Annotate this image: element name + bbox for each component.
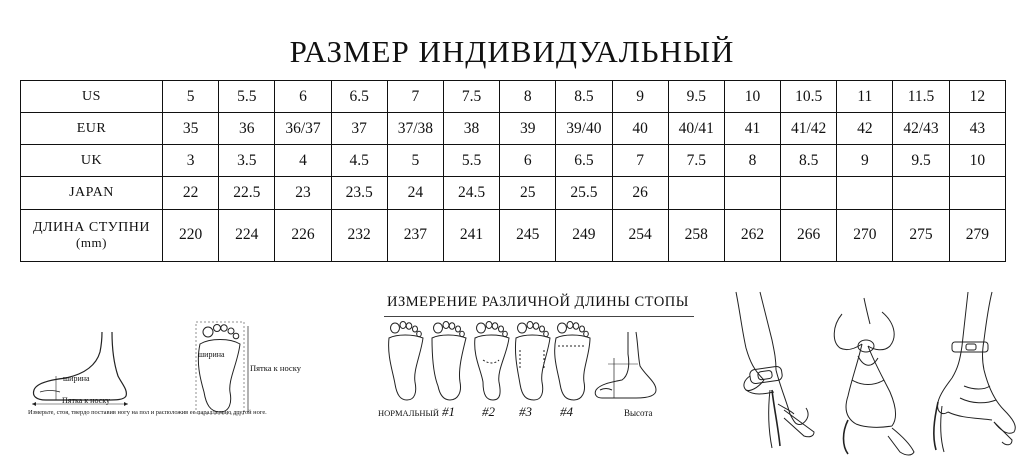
size-cell: [781, 177, 837, 209]
size-cell: [668, 177, 724, 209]
size-table: [20, 80, 1006, 262]
size-cell: [724, 177, 780, 209]
size-cell: 38: [443, 113, 499, 145]
size-cell: 254: [612, 209, 668, 262]
size-row-label: [21, 209, 163, 262]
row-sublabel-text: (mm): [76, 235, 107, 251]
size-cell: [893, 177, 949, 209]
size-cell: 9: [837, 145, 893, 177]
size-cell: 241: [443, 209, 499, 262]
size-cell: 7: [612, 145, 668, 177]
size-cell: 6: [500, 145, 556, 177]
foot-type-4-icon: [552, 320, 592, 402]
size-cell: 8.5: [556, 81, 612, 113]
size-cell: 43: [949, 113, 1005, 145]
label-height: Высота: [624, 408, 653, 418]
size-cell: 11.5: [893, 81, 949, 113]
size-row-label: [21, 145, 163, 177]
size-cell: 35: [163, 113, 219, 145]
foot-height-icon: [592, 330, 664, 400]
size-cell: 22.5: [219, 177, 275, 209]
size-cell: 5: [387, 145, 443, 177]
size-cell: 24.5: [443, 177, 499, 209]
row-label-text: EUR: [76, 120, 107, 136]
size-cell: 3.5: [219, 145, 275, 177]
foot-type-1-icon: [428, 320, 468, 402]
size-row-label: [21, 177, 163, 209]
size-row-label: [21, 113, 163, 145]
size-cell: 5.5: [219, 81, 275, 113]
size-cell: 6.5: [556, 145, 612, 177]
foot-type-2-icon: [471, 320, 511, 402]
size-cell: 25: [500, 177, 556, 209]
size-cell: 10: [949, 145, 1005, 177]
size-row-uk: [21, 145, 1006, 177]
side-length-label: Пятка к носку: [62, 396, 110, 405]
side-width-label: ширина: [63, 374, 90, 383]
row-label-text: JAPAN: [69, 184, 114, 200]
size-cell: 275: [893, 209, 949, 262]
size-cell: 237: [387, 209, 443, 262]
size-cell: 40: [612, 113, 668, 145]
size-cell: 258: [668, 209, 724, 262]
measure-title: ИЗМЕРЕНИЕ РАЗЛИЧНОЙ ДЛИНЫ СТОПЫ: [387, 294, 689, 310]
size-cell: 37/38: [387, 113, 443, 145]
sandal-illustration-1-icon: [724, 290, 816, 458]
size-cell: [837, 177, 893, 209]
label-type-4: #4: [560, 404, 573, 419]
size-cell: 226: [275, 209, 331, 262]
label-type-1: #1: [442, 404, 455, 419]
size-cell: 41/42: [781, 113, 837, 145]
size-cell: 24: [387, 177, 443, 209]
size-cell: 7.5: [443, 81, 499, 113]
size-cell: 42: [837, 113, 893, 145]
foot-type-3-icon: [512, 320, 552, 402]
size-cell: 37: [331, 113, 387, 145]
size-cell: 41: [724, 113, 780, 145]
size-cell: 9.5: [668, 81, 724, 113]
size-cell: 266: [781, 209, 837, 262]
size-cell: 42/43: [893, 113, 949, 145]
size-cell: 23.5: [331, 177, 387, 209]
size-cell: 224: [219, 209, 275, 262]
size-cell: 22: [163, 177, 219, 209]
size-cell: 26: [612, 177, 668, 209]
size-cell: 3: [163, 145, 219, 177]
row-label-text: UK: [80, 152, 103, 168]
size-cell: 270: [837, 209, 893, 262]
size-cell: 9.5: [893, 145, 949, 177]
size-cell: 4: [275, 145, 331, 177]
label-type-2: #2: [482, 404, 495, 419]
size-row-label: [21, 81, 163, 113]
sole-width-label: ширина: [198, 350, 225, 359]
size-cell: [949, 177, 1005, 209]
row-label-text: ДЛИНА СТУПНИ: [32, 220, 150, 236]
size-cell: 6.5: [331, 81, 387, 113]
measure-instruction: Измерьте, стоя, твердо поставив ногу на пол и расположив ее параллельно другой ноге.: [28, 409, 267, 416]
label-type-3: #3: [519, 404, 532, 419]
size-cell: 249: [556, 209, 612, 262]
size-cell: 5.5: [443, 145, 499, 177]
size-cell: 7.5: [668, 145, 724, 177]
sole-length-label: Пятка к носку: [250, 363, 301, 373]
size-cell: 6: [275, 81, 331, 113]
size-row-us: [21, 81, 1006, 113]
size-cell: 232: [331, 209, 387, 262]
size-cell: 23: [275, 177, 331, 209]
bow-sandal-illustration-icon: [828, 296, 916, 458]
size-cell: 8.5: [781, 145, 837, 177]
size-cell: 9: [612, 81, 668, 113]
size-cell: 7: [387, 81, 443, 113]
size-cell: 40/41: [668, 113, 724, 145]
sandal-illustration-2-icon: [924, 290, 1020, 458]
size-row-eur: [21, 113, 1006, 145]
measure-divider: [384, 316, 694, 317]
row-label-text: US: [82, 88, 101, 104]
size-cell: 245: [500, 209, 556, 262]
size-cell: 220: [163, 209, 219, 262]
foot-type-normal-icon: [385, 320, 425, 402]
size-cell: 4.5: [331, 145, 387, 177]
size-cell: 36: [219, 113, 275, 145]
label-normal: НОРМАЛЬНЫЙ: [378, 408, 440, 418]
size-cell: 36/37: [275, 113, 331, 145]
size-cell: 279: [949, 209, 1005, 262]
size-cell: 12: [949, 81, 1005, 113]
size-cell: 8: [500, 81, 556, 113]
size-cell: 25.5: [556, 177, 612, 209]
size-cell: 5: [163, 81, 219, 113]
size-cell: 10.5: [781, 81, 837, 113]
size-cell: 8: [724, 145, 780, 177]
size-cell: 39/40: [556, 113, 612, 145]
size-row-japan: [21, 177, 1006, 209]
sole-foot-icon: [186, 322, 256, 414]
size-row-длина-ступни: [21, 209, 1006, 262]
size-cell: 10: [724, 81, 780, 113]
page-title: РАЗМЕР ИНДИВИДУАЛЬНЫЙ: [289, 34, 735, 69]
size-cell: 39: [500, 113, 556, 145]
size-cell: 11: [837, 81, 893, 113]
size-cell: 262: [724, 209, 780, 262]
